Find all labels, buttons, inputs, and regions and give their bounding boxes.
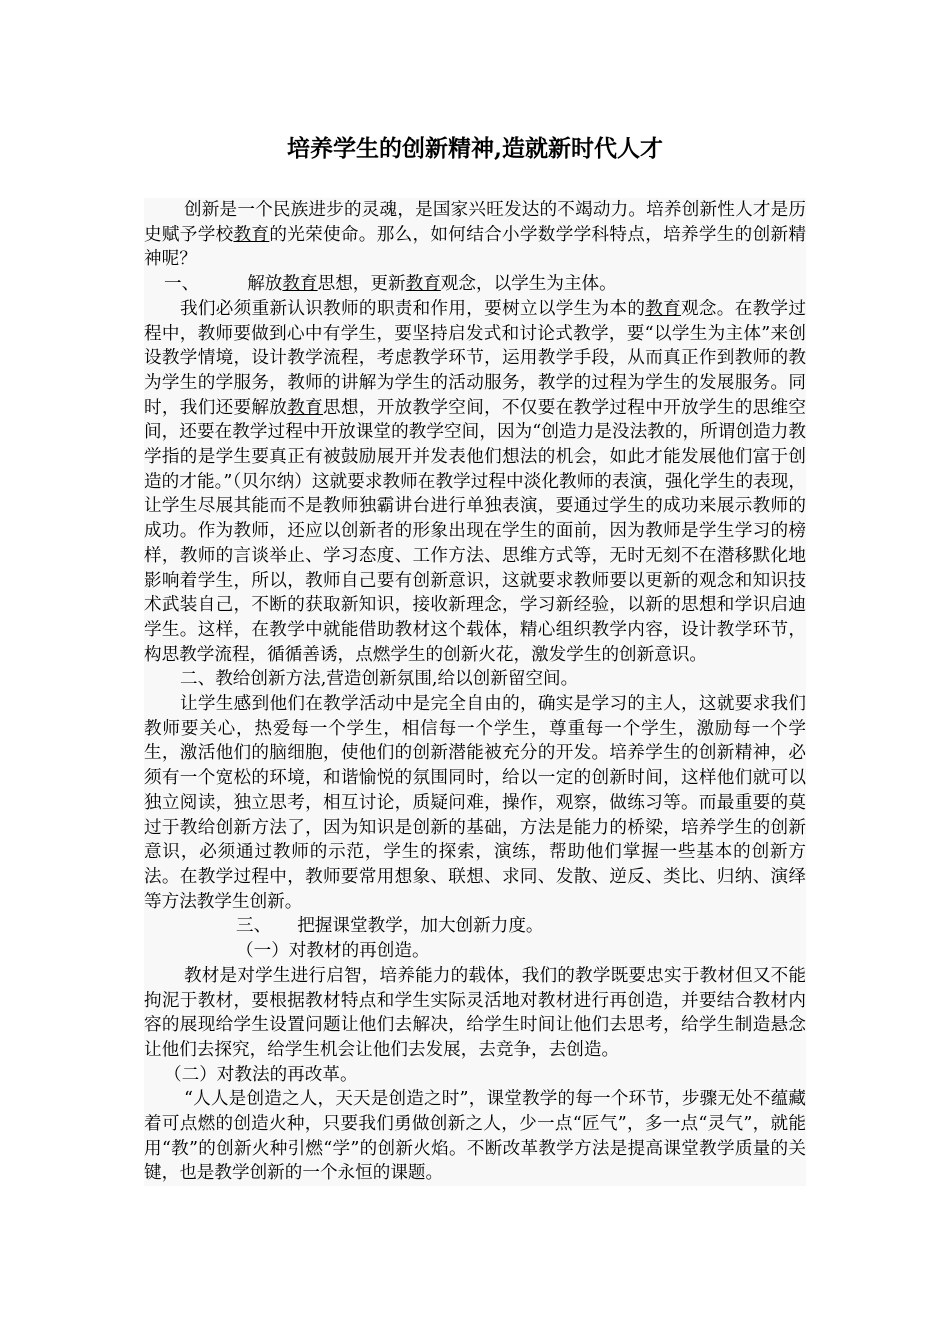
intro-paragraph [144,198,806,272]
section-heading-2: 二、教给创新方法,营造创新氛围,给以创新留空间。 [180,669,579,690]
subsection-2-paragraph: “人人是创造之人，天天是创造之时”，课堂教学的每一个环节，步骤无处不蕴藏着可点燃的创造火种，只要我们勇做创新之人，少一点“匠气”，多一点“灵气”，就能用“教”的创新火种引燃“学”的创新火焰。不断改革教学方法是提高课堂教学质量的关键，也是教学创新的一个永恒的课题。 [144,1089,806,1184]
text-run: 我们必须重新认识教师的职责和作用，要树立以学生为本的 [180,298,646,319]
heading-number: 三、 [236,916,272,937]
text-run: 观念。在教学过程中，教师要做到心中有学生，要坚持启发式和讨论式教学，要“以学生为主体”来创设教学情境，设计教学流程，考虑教学环节，运用教学手段，从而真正作到教师的教为学生的学服务，教师的讲解为学生的活动服务，教学的过程为学生的发展服务。同时，我们还要解放 [144,298,806,418]
document-title: 培养学生的创新精神,造就新时代人才 [286,135,663,162]
text-run: 创新是一个民族进步的灵魂，是国家兴旺发达的不竭动力。培养创新性人才是历史赋予学校 [144,200,806,245]
text-run: 把握课堂教学，加大创新力度。 [297,916,544,937]
heading-number: 一、 [164,274,200,295]
hyperlink-text[interactable]: 教育 [233,224,270,245]
text-run: 思想，更新 [317,274,406,295]
section-heading-1 [144,272,806,297]
hyperlink-text[interactable]: 教育 [405,274,441,295]
section-1-paragraph [144,297,806,668]
text-run: 观念，以学生为主体。 [440,274,617,295]
text-run: 解放 [247,274,283,295]
text-run: 的光荣使命。那么，如何结合小学数学学科特点，培养学生的创新精神呢？ [144,224,806,270]
hyperlink-text[interactable]: 教育 [645,298,682,319]
document-body [144,198,806,1186]
subheading-2: （二）对教法的再改革。 [164,1064,358,1085]
subsection-1-paragraph: 教材是对学生进行启智，培养能力的载体，我们的教学既要忠实于教材但又不能拘泥于教材，要根据教材特点和学生实际灵活地对教材进行再创造，并要结合教材内容的展现给学生设置问题让他们去解决，给学生时间让他们去思考，给学生制造悬念让他们去探究，给学生机会让他们去发展，去竞争，去创造。 [144,965,806,1060]
text-run: 思想，开放教学空间，不仅要在教学过程中开放学生的思维空间，还要在教学过程中开放课堂的教学空间，因为“创造力是没法教的，所谓创造力教学指的是学生要真正有被鼓励展开并发表他们想法的机会，如此才能发展他们富于创造的才能。”（贝尔纳）这就要求教师在教学过程中淡化教师的表演，强化学生的表现，让学生尽展其能而不是教师独霸讲台进行单独表演，要通过学生的成功来展示教师的成功。作为教师，还应以创新者的形象出现在学生的面前，因为教师是学生学习的榜样，教师的言谈举止、学习态度、工作方法、思维方式等，无时无刻不在潜移默化地影响着学生，所以，教师自己要有创新意识，这就要求教师要以更新的观念和知识技术武装自己，不断的获取新知识，接收新理念，学习新经验，以新的思想和学识启迪学生。这样，在教学中就能借助教材这个载体，精心组织教学内容，设计教学环节，构思教学流程，循循善诱，点燃学生的创新火花，激发学生的创新意识。 [144,397,806,665]
hyperlink-text[interactable]: 教育 [287,397,324,418]
hyperlink-text[interactable]: 教育 [282,274,318,295]
section-2-paragraph: 让学生感到他们在教学活动中是完全自由的，确实是学习的主人，这就要求我们教师要关心，热爱每一个学生，相信每一个学生，尊重每一个学生，激励每一个学生，激活他们的脑细胞，使他们的创新潜能被充分的开发。培养学生的创新精神，必须有一个宽松的环境，和谐愉悦的氛围同时，给以一定的创新时间，这样他们就可以独立阅读，独立思考，相互讨论，质疑问难，操作，观察，做练习等。而最重要的莫过于教给创新方法了，因为知识是创新的基础，方法是能力的桥梁，培养学生的创新意识，必须通过教师的示范，学生的探索，演练，帮助他们掌握一些基本的创新方法。在教学过程中，教师要常用想象、联想、求同、发散、逆反、类比、归纳、演绎等方法教学生创新。 [144,694,806,912]
subheading-1: （一）对教材的再创造。 [236,941,430,962]
section-heading-3 [144,914,806,939]
